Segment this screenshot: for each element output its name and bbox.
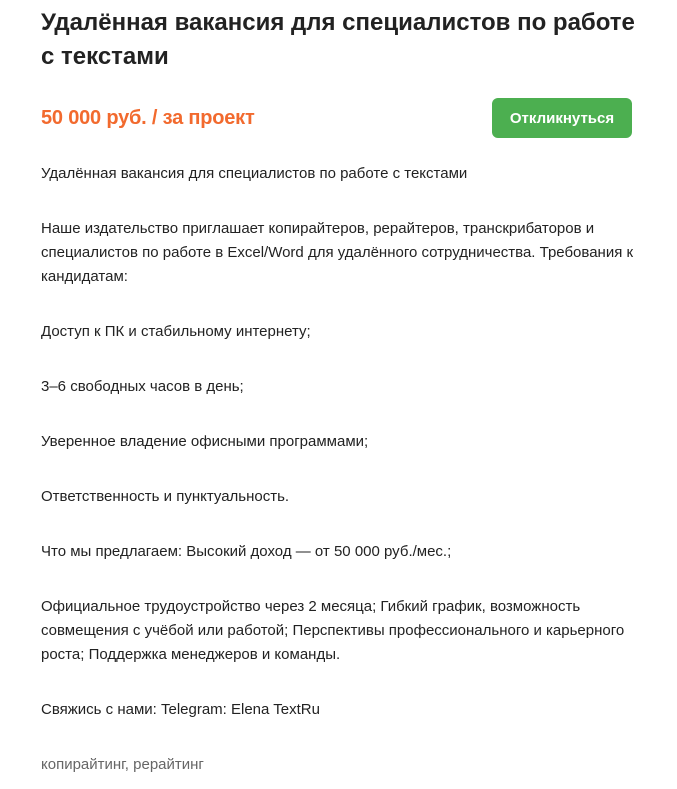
description-paragraph: Что мы предлагаем: Высокий доход — от 50 000 руб./мес.; (41, 543, 452, 560)
description-paragraph: Официальное трудоустройство через 2 месяца; Гибкий график, возможность совмещения с учёбой или работой; Перспективы профессионального и карьерного роста; Поддержка менеджеров и команды. (41, 598, 625, 663)
description-paragraph: Доступ к ПК и стабильному интернету; (41, 323, 311, 340)
description-paragraph: Уверенное владение офисными программами; (41, 433, 369, 450)
vacancy-description (41, 162, 636, 722)
respond-button[interactable]: Откликнуться (492, 98, 632, 138)
price-row (41, 98, 636, 138)
description-paragraph: Свяжись с нами: Telegram: Elena TextRu (41, 701, 320, 718)
description-paragraph: Удалённая вакансия для специалистов по работе с текстами (41, 165, 468, 182)
vacancy-price: 50 000 руб. / за проект (41, 106, 255, 129)
description-paragraph: Наше издательство приглашает копирайтеров, рерайтеров, транскрибаторов и специалистов по работе в Excel/Word для удалённого сотрудничества. Требования к кандидатам: (41, 220, 634, 285)
description-paragraph: Ответственность и пунктуальность. (41, 488, 290, 505)
vacancy-tags: копирайтинг, рерайтинг (41, 756, 204, 773)
vacancy-title: Удалённая вакансия для специалистов по работе с текстами (41, 9, 635, 70)
description-paragraph: 3–6 свободных часов в день; (41, 378, 244, 395)
